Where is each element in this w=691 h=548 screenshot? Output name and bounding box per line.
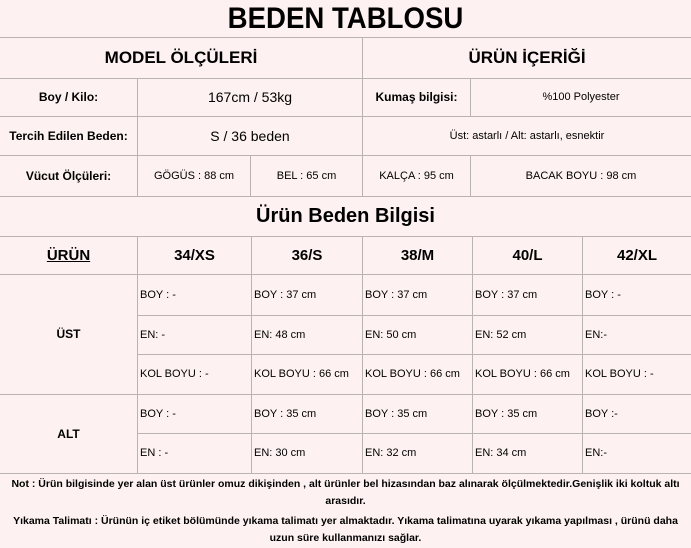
size-table-title: Ürün Beden Bilgisi <box>256 205 435 227</box>
ust-cell: EN:- <box>585 329 607 341</box>
ust-cell: BOY : 37 cm <box>254 289 317 301</box>
product-section-header: ÜRÜN İÇERİĞİ <box>468 48 586 67</box>
ust-cell: KOL BOYU : - <box>585 368 654 380</box>
alt-cell: BOY : 35 cm <box>254 408 317 420</box>
header-38-m: 38/M <box>400 247 435 264</box>
ust-cell: BOY : - <box>585 289 621 301</box>
alt-cell: BOY : 35 cm <box>365 408 428 420</box>
tercih-value: S / 36 beden <box>210 128 290 144</box>
ust-cell: BOY : 37 cm <box>365 289 428 301</box>
alt-cell: BOY : - <box>140 408 176 420</box>
tercih-label: Tercih Edilen Beden: <box>9 129 128 143</box>
ust-cell: EN: 52 cm <box>475 329 527 341</box>
boy-kilo-value: 167cm / 53kg <box>207 89 293 105</box>
ust-cell: EN: - <box>140 329 166 341</box>
boy-kilo-label: Boy / Kilo: <box>38 90 99 104</box>
washing-instructions: Yıkama Talimatı : Ürünün iç etiket bölümünde yıkama talimatı yer almaktadır. Yıkama talimatına uyarak yıkama yapılması , ürünü daha uzun süre kullanmanızı sağlar. <box>13 515 678 544</box>
astar-value: Üst: astarlı / Alt: astarlı, esnektir <box>449 130 605 142</box>
alt-group-label: ALT <box>57 427 80 441</box>
kalca-value: KALÇA : 95 cm <box>379 170 454 182</box>
bacak-value: BACAK BOYU : 98 cm <box>525 170 637 182</box>
alt-cell: EN:- <box>585 447 607 459</box>
model-section-header: MODEL ÖLÇÜLERİ <box>104 48 258 67</box>
ust-cell: KOL BOYU : 66 cm <box>254 368 349 380</box>
alt-cell: EN : - <box>140 447 169 459</box>
header-36-s: 36/S <box>291 247 323 264</box>
alt-cell: EN: 30 cm <box>254 447 306 459</box>
header-34-xs: 34/XS <box>174 247 215 264</box>
alt-cell: BOY : 35 cm <box>475 408 538 420</box>
header-42-xl: 42/XL <box>616 247 658 264</box>
measurement-note: Not : Ürün bilgisinde yer alan üst ürünler omuz dikişinden , alt ürünler bel hizasından baz alınarak ölçülmektedir.Genişlik iki koltuk altı arasıdır. <box>11 478 680 507</box>
alt-cell: EN: 32 cm <box>365 447 417 459</box>
ust-cell: KOL BOYU : - <box>140 368 209 380</box>
ust-cell: EN: 50 cm <box>365 329 417 341</box>
alt-cell: BOY :- <box>585 408 618 420</box>
kumas-value: %100 Polyester <box>542 91 620 103</box>
header-40-l: 40/L <box>512 247 543 264</box>
ust-cell: BOY : 37 cm <box>475 289 538 301</box>
ust-cell: BOY : - <box>140 289 176 301</box>
alt-cell: EN: 34 cm <box>475 447 527 459</box>
header-urun: ÜRÜN <box>46 247 91 264</box>
ust-cell: KOL BOYU : 66 cm <box>365 368 460 380</box>
kumas-label: Kumaş bilgisi: <box>375 90 458 104</box>
vucut-label: Vücut Ölçüleri: <box>25 169 112 183</box>
ust-group-label: ÜST <box>56 327 81 341</box>
bel-value: BEL : 65 cm <box>276 170 337 182</box>
ust-cell: EN: 48 cm <box>254 329 306 341</box>
ust-cell: KOL BOYU : 66 cm <box>475 368 570 380</box>
gogus-value: GÖGÜS : 88 cm <box>153 170 235 182</box>
page-title: BEDEN TABLOSU <box>227 2 464 35</box>
